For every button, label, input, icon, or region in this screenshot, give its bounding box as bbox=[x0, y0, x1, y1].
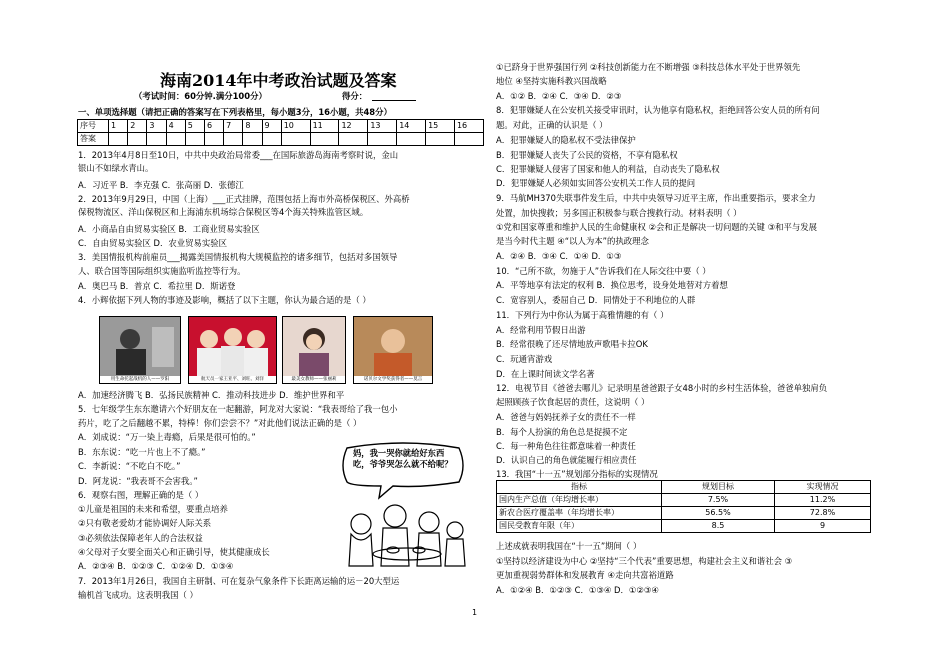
answer-cell[interactable] bbox=[128, 133, 147, 146]
answer-number: 16 bbox=[454, 120, 483, 133]
question-line: 11．下列行为中你认为属于高雅情趣的有（ ） bbox=[496, 310, 669, 320]
astronauts-image-icon bbox=[189, 317, 276, 383]
plan-table-row bbox=[497, 507, 871, 520]
question-line: 保税物流区、洋山保税区和上海浦东机场综合保税区等4个海关特殊监管区域。 bbox=[78, 207, 369, 217]
option-line: C．犯罪嫌疑人侵害了国家和他人的利益，自动丧失了隐私权 bbox=[496, 164, 720, 174]
question-line: 题。对此，正确的认识是（ ） bbox=[496, 120, 608, 130]
question-line: 1．2013年4月8日至10日，中共中央政治局常委___在国际旅游岛海南考察时说，金山 bbox=[78, 150, 399, 160]
answer-cell[interactable] bbox=[109, 133, 128, 146]
answer-number: 7 bbox=[224, 120, 243, 133]
answer-cell[interactable] bbox=[166, 133, 185, 146]
answer-cell[interactable] bbox=[339, 133, 368, 146]
answer-number: 13 bbox=[368, 120, 397, 133]
answer-number: 4 bbox=[166, 120, 185, 133]
writer-image-icon bbox=[354, 317, 432, 383]
answer-number: 3 bbox=[147, 120, 166, 133]
answer-cell[interactable] bbox=[147, 133, 166, 146]
photo-caption: 用生命托起战机的人——罗阳 bbox=[100, 376, 180, 383]
page-number: 1 bbox=[472, 608, 478, 617]
question-line: 6．观察右图，理解正确的是（ ） bbox=[78, 490, 204, 500]
option-line: B．每个人扮演的角色总是捉摸不定 bbox=[496, 427, 628, 437]
answer-cell[interactable] bbox=[204, 133, 223, 146]
section1-header: 一、单项选择题（请把正确的答案写在下列表格里，每小题3分，16小题，共48分） bbox=[78, 107, 392, 117]
option-line: A．刘成说：“万一染上毒瘾，后果是很可怕的。” bbox=[78, 432, 256, 442]
statement-line: ①坚持以经济建设为中心 ②坚持“三个代表”重要思想，构建社会主义和谐社会 ③ bbox=[496, 556, 793, 566]
option-line: D．认识自己的角色就能履行相应责任 bbox=[496, 455, 637, 465]
plan-table-cell: 72.8% bbox=[775, 507, 871, 520]
plan-table-header: 指标 bbox=[497, 481, 662, 494]
option-line: A．爸爸与妈妈抚养子女的责任不一样 bbox=[496, 412, 636, 422]
option-line: A．犯罪嫌疑人的隐私权不受法律保护 bbox=[496, 135, 636, 145]
answer-number: 8 bbox=[243, 120, 262, 133]
photo-moyan bbox=[353, 316, 433, 384]
statement-line: 地位 ④坚持实施科教兴国战略 bbox=[496, 76, 607, 86]
question-line: 2．2013年9月29日，中国（上海）___正式挂牌，范围包括上海市外高桥保税区、外高桥 bbox=[78, 194, 410, 204]
photo-astronauts bbox=[188, 316, 277, 384]
question-line: 药片，吃了之后翻越不累，特棒！你们尝尝不？”对此他们说法正确的是（ ） bbox=[78, 418, 362, 428]
page-title: 海南2014年中考政治试题及答案 bbox=[160, 71, 397, 90]
statement-line: 更加重视弱势群体和发展教育 ④走向共富裕道路 bbox=[496, 570, 674, 580]
question-line: 人、联合国等国际组织实施监听监控等行为。 bbox=[78, 266, 246, 276]
statement-line: ①党和国家尊重和维护人民的生命健康权 ②会和正是解决一切问题的关键 ③和平与发展 bbox=[496, 222, 817, 232]
exam-info: （考试时间：60分钟.满分100分） bbox=[134, 91, 267, 101]
question-line: 上述成就表明我国在“十一五”期间（ ） bbox=[496, 541, 642, 551]
statement-line: ①已跻身于世界强国行列 ②科技创新能力在不断增强 ③科技总体水平处于世界领先 bbox=[496, 62, 801, 72]
plan-indicator-table bbox=[496, 480, 871, 533]
answer-number: 2 bbox=[128, 120, 147, 133]
option-line: A．小商品自由贸易实验区 B．工商业贸易实验区 bbox=[78, 224, 260, 234]
score-blank[interactable] bbox=[372, 100, 416, 101]
answer-number: 1 bbox=[109, 120, 128, 133]
plan-table-row bbox=[497, 494, 871, 507]
answer-number: 6 bbox=[204, 120, 223, 133]
question-line: 3．美国情报机构前雇员___揭露美国情报机构大规模监控的诸多细节，包括对多国领导 bbox=[78, 252, 398, 262]
option-line: C．每一种角色往往都意味着一种责任 bbox=[496, 441, 636, 451]
plan-table-cell: 8.5 bbox=[662, 520, 775, 533]
answer-number: 11 bbox=[310, 120, 339, 133]
statement-line: ④父母对子女要全面关心和正确引导，使其健康成长 bbox=[78, 547, 270, 557]
option-line: C．玩通宵游戏 bbox=[496, 354, 553, 364]
plan-table-cell: 9 bbox=[775, 520, 871, 533]
question-line: 4．小辉依据下列人物的事迹及影响，概括了以下主题，你认为最合适的是（ ） bbox=[78, 295, 371, 305]
plan-table-cell: 国内生产总值（年均增长率） bbox=[497, 494, 662, 507]
photo-caption: 航天员一家王亚平、刘旺、刘洋 bbox=[189, 376, 276, 383]
speech-bubble-text: 妈，我一哭你就给好东西吃，爷爷哭怎么就不给呢？ bbox=[353, 448, 453, 469]
answer-cell[interactable] bbox=[454, 133, 483, 146]
plan-table-cell: 国民受教育年限（年） bbox=[497, 520, 662, 533]
statement-line: ②只有敬老爱幼才能协调好人际关系 bbox=[78, 518, 212, 528]
statement-line: ①儿童是祖国的未来和希望，要重点培养 bbox=[78, 504, 228, 514]
option-line: D．阿龙说：“我表哥不会害我。” bbox=[78, 476, 198, 486]
answer-cell[interactable] bbox=[262, 133, 281, 146]
option-line: C．自由贸易实验区 D．农业贸易实验区 bbox=[78, 238, 227, 248]
plan-table-cell: 11.2% bbox=[775, 494, 871, 507]
option-line: B．犯罪嫌疑人丧失了公民的资格，不享有隐私权 bbox=[496, 150, 678, 160]
photo-caption: 最美女教师——张丽莉 bbox=[283, 376, 345, 383]
answer-number: 14 bbox=[397, 120, 426, 133]
answer-cell[interactable] bbox=[368, 133, 397, 146]
answer-table-row-label: 答案 bbox=[78, 133, 109, 146]
plan-table-cell: 7.5% bbox=[662, 494, 775, 507]
option-line: A．习近平 B．李克强 C．张高丽 D．张德江 bbox=[78, 180, 244, 190]
option-line: C．李新说：“不吃白不吃。” bbox=[78, 461, 181, 471]
option-line: B．东东说：“吃一片也上不了瘾。” bbox=[78, 447, 206, 457]
photo-luoyang bbox=[99, 316, 181, 384]
plan-table-cell: 56.5% bbox=[662, 507, 775, 520]
answer-cell[interactable] bbox=[281, 133, 310, 146]
answer-cell[interactable] bbox=[185, 133, 204, 146]
question-line: 10．“己所不欲，勿施于人”告诉我们在人际交往中要（ ） bbox=[496, 266, 711, 276]
cartoon-figure bbox=[333, 442, 473, 574]
person-image-icon bbox=[100, 317, 180, 383]
question-line: 7．2013年1月26日，我国自主研制、可在复杂气象条件下长距离运输的运－20大型运 bbox=[78, 576, 400, 586]
option-line: D．在上课时间读文学名著 bbox=[496, 369, 595, 379]
question-line: 12．电视节目《爸爸去哪儿》记录明星爸爸跟子女48小时的乡村生活体验，爸爸单独肩负 bbox=[496, 383, 828, 393]
answer-number: 10 bbox=[281, 120, 310, 133]
question-line: 输机首飞成功。这表明我国（ ） bbox=[78, 590, 198, 600]
answer-table-answer-row bbox=[78, 133, 484, 146]
answer-number: 5 bbox=[185, 120, 204, 133]
question-line: 起照顾孩子饮食起居的责任，这说明（ ） bbox=[496, 397, 650, 407]
score-label: 得分： bbox=[342, 91, 368, 101]
option-line: A．平等地享有法定的权利 B．换位思考，设身处地替对方着想 bbox=[496, 280, 728, 290]
option-line: B．经常很晚了还尽情地放声歌唱卡拉OK bbox=[496, 339, 648, 349]
answer-table-number-row bbox=[78, 120, 484, 133]
answer-number: 12 bbox=[339, 120, 368, 133]
answer-cell[interactable] bbox=[310, 133, 339, 146]
answer-cell[interactable] bbox=[224, 133, 243, 146]
answer-number: 15 bbox=[426, 120, 455, 133]
plan-table-header: 规划目标 bbox=[662, 481, 775, 494]
answer-number: 9 bbox=[262, 120, 281, 133]
question-line: 9．马航MH370失联事件发生后，中共中央领导习近平主席，作出重要指示，要求全力 bbox=[496, 193, 816, 203]
photo-teacher bbox=[282, 316, 346, 384]
plan-table-row bbox=[497, 520, 871, 533]
option-line: D．犯罪嫌疑人必须如实回答公安机关工作人员的提问 bbox=[496, 178, 696, 188]
question-line: 处置，加快搜救；另多国正积极参与联合搜救行动。材料表明（ ） bbox=[496, 208, 742, 218]
statement-line: 是当今时代主题 ④“以人为本”的执政理念 bbox=[496, 236, 649, 246]
plan-table-cell: 新农合医疗覆盖率（年均增长率） bbox=[497, 507, 662, 520]
question-line: 8．犯罪嫌疑人在公安机关接受审讯时，认为他享有隐私权，拒绝回答公安人员的所有问 bbox=[496, 105, 820, 115]
question-line: 银山不如绿水青山。 bbox=[78, 163, 154, 173]
option-line: A．经常利用节假日出游 bbox=[496, 325, 586, 335]
teacher-image-icon bbox=[283, 317, 345, 383]
option-line: A．①② B．②④ C．③④ D．②③ bbox=[496, 91, 622, 101]
answer-cell[interactable] bbox=[397, 133, 426, 146]
option-line: A．②③④ B．①②③ C．①②④ D．①③④ bbox=[78, 561, 234, 571]
option-line: A．奥巴马 B．普京 C．希拉里 D．斯诺登 bbox=[78, 281, 236, 291]
plan-table-header-row bbox=[497, 481, 871, 494]
answer-table bbox=[77, 119, 484, 146]
photo-caption: 诺贝尔文学奖获得者——莫言 bbox=[354, 376, 432, 383]
plan-table-header: 实现情况 bbox=[775, 481, 871, 494]
option-line: A．①②④ B．①②③ C．①③④ D．①②③④ bbox=[496, 585, 659, 595]
option-line: C．宽容别人，委屈自己 D．同情处于不利地位的人群 bbox=[496, 295, 696, 305]
question-line: 5．七年级学生东东邀请六个好朋友在一起翻游，阿龙对大家说：“我表哥给了我一包小 bbox=[78, 404, 398, 414]
option-line: A．②④ B．③④ C．①④ D．①③ bbox=[496, 251, 622, 261]
question-line: 13．我国“十一五”规划部分指标的实现情况 bbox=[496, 469, 658, 479]
answer-cell[interactable] bbox=[243, 133, 262, 146]
statement-line: ③必须依法保障老年人的合法权益 bbox=[78, 533, 203, 543]
answer-cell[interactable] bbox=[426, 133, 455, 146]
answer-table-row-label: 序号 bbox=[78, 120, 109, 133]
option-line: A．加速经济腾飞 B．弘扬民族精神 C．推动科技进步 D．维护世界和平 bbox=[78, 390, 345, 400]
